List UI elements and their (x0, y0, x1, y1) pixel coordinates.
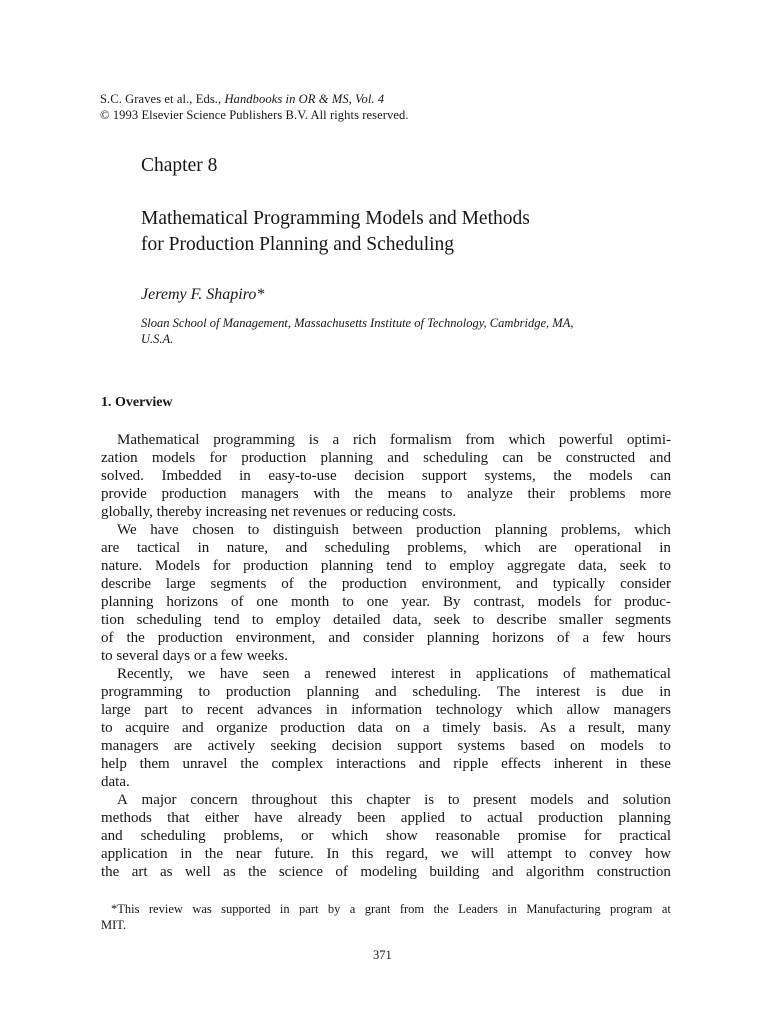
text-line: tion scheduling tend to employ detailed data, seek to describe smaller segments (101, 612, 671, 628)
author-affiliation (141, 315, 573, 347)
title-line: Mathematical Programming Models and Methods (141, 208, 530, 229)
author-name: Jeremy F. Shapiro* (141, 286, 265, 303)
chapter-label: Chapter 8 (141, 155, 218, 176)
text-line: the art as well as the science of modeling building and algorithm construction (101, 864, 671, 880)
paragraph (101, 521, 671, 665)
text-line: of the production environment, and consider planning horizons of a few hours (101, 630, 671, 646)
text-line: large part to recent advances in information technology which allow managers (101, 702, 671, 718)
text-line: are tactical in nature, and scheduling problems, which are operational in (101, 540, 671, 556)
footnote (101, 901, 671, 933)
title-line: for Production Planning and Scheduling (141, 234, 455, 255)
text-line: provide production managers with the means to analyze their problems more (101, 486, 671, 502)
affiliation-line: U.S.A. (141, 332, 174, 346)
paragraph (101, 665, 671, 791)
text-line: managers are actively seeking decision support systems based on models to (101, 738, 671, 754)
text-line: A major concern throughout this chapter is to present models and solution (117, 792, 671, 808)
chapter-title (141, 206, 530, 258)
text-line: methods that either have already been applied to actual production planning (101, 810, 671, 826)
text-line: Mathematical programming is a rich formalism from which powerful optimi- (117, 432, 671, 448)
text-line: We have chosen to distinguish between production planning problems, which (117, 522, 671, 538)
text-line: describe large segments of the production environment, and typically consider (101, 576, 671, 592)
citation-editors: S.C. Graves et al., Eds., (100, 92, 225, 106)
text-line: data. (101, 774, 130, 790)
text-line: to several days or a few weeks. (101, 648, 289, 664)
page-number: 371 (373, 948, 392, 962)
copyright-line: © 1993 Elsevier Science Publishers B.V. All rights reserved. (100, 108, 409, 122)
citation-line (100, 91, 384, 107)
text-line: nature. Models for production planning tend to employ aggregate data, seek to (101, 558, 671, 574)
footnote-line: MIT. (101, 918, 127, 932)
paragraph (101, 431, 671, 521)
text-line: zation models for production planning and scheduling can be constructed and (101, 450, 671, 466)
text-line: globally, thereby increasing net revenues or reducing costs. (101, 504, 457, 520)
text-line: to acquire and organize production data on a timely basis. As a result, many (101, 720, 671, 736)
text-line: planning horizons of one month to one year. By contrast, models for produc- (101, 594, 671, 610)
footnote-line: *This review was supported in part by a grant from the Leaders in Manufacturing program at (111, 902, 671, 916)
text-line: help them unravel the complex interactions and ripple effects inherent in these (101, 756, 671, 772)
citation-series: Handbooks in OR & MS, Vol. 4 (224, 92, 385, 106)
paragraph (101, 791, 671, 881)
text-line: programming to production planning and scheduling. The interest is due in (101, 684, 671, 700)
section-heading: 1. Overview (101, 395, 173, 410)
body-text (101, 431, 671, 881)
text-line: Recently, we have seen a renewed interest in applications of mathematical (117, 666, 671, 682)
text-line: solved. Imbedded in easy-to-use decision support systems, the models can (101, 468, 671, 484)
text-line: and scheduling problems, or which show reasonable promise for practical (101, 828, 671, 844)
text-line: application in the near future. In this regard, we will attempt to convey how (101, 846, 671, 862)
affiliation-line: Sloan School of Management, Massachusetts Institute of Technology, Cambridge, MA, (141, 316, 574, 330)
